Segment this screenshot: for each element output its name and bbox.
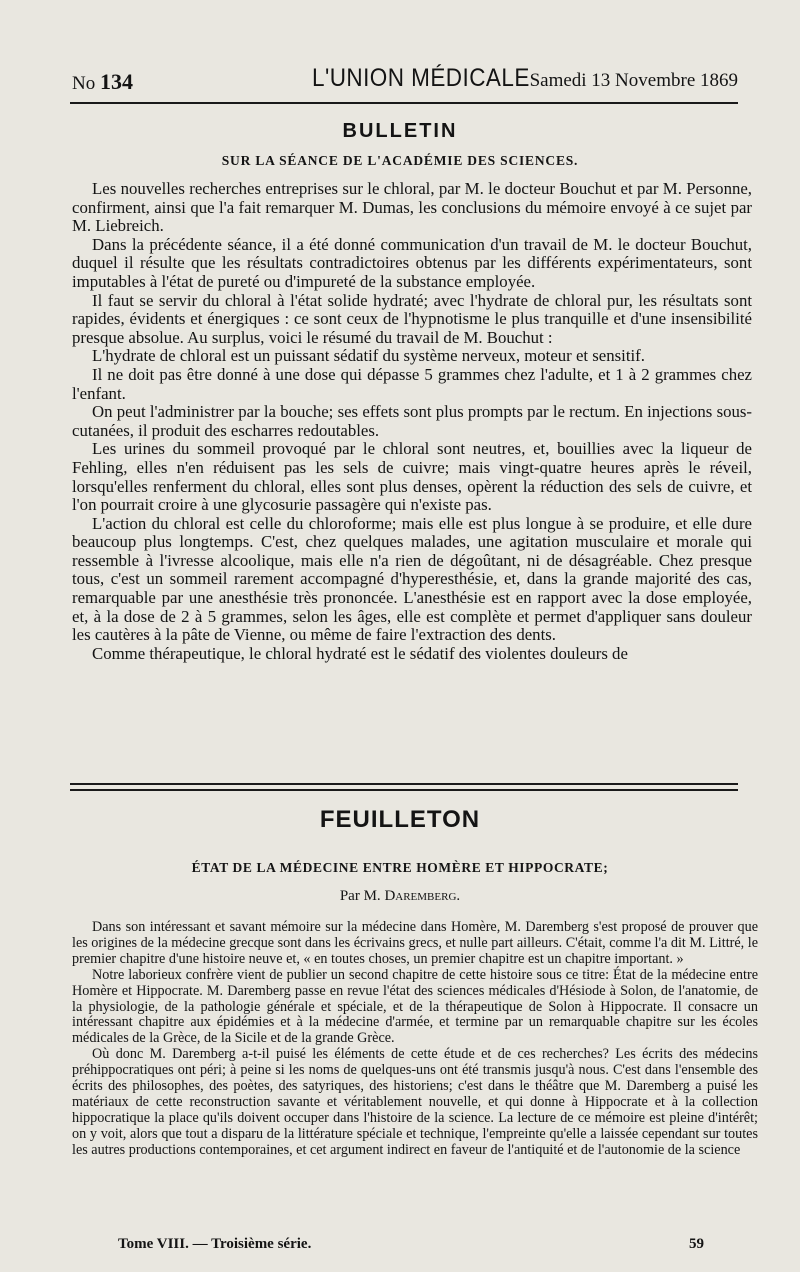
feuilleton-subtitle: ÉTAT DE LA MÉDECINE ENTRE HOMÈRE ET HIPPOCRATE; — [191, 860, 609, 875]
author-name: Daremberg. — [384, 888, 461, 904]
feuilleton-paragraph: Où donc M. Daremberg a-t-il puisé les éléments de cette étude et de ces recherches? Les écrits des médecins préhippocratiques ont péri; à peine si les noms de quelques-uns ont été transmis jusqu'à nous. C'est dans l'ensemble des écrits des philosophes, des poètes, des satyriques, des historiens; c'est dans le théâtre que M. Daremberg a puisé les matériaux de cette reconstruction savante et véritablement nouvelle, et qui donne à Hippocrate et à la collection hippocratique la place qu'ils doivent occuper dans l'histoire de la science. La lecture de ce mémoire est pleine d'intérêt; on y voit, alors que tout a disparu de la littérature spéciale et technique, l'empreinte qu'elle a laissée cependant sur toutes les autres productions contemporaines, et cet argument indirect en faveur de l'antiquité et de l'autonomie de la science — [72, 1046, 758, 1158]
section-rule-top — [70, 783, 738, 785]
page-header — [72, 64, 738, 98]
bulletin-subtitle: SUR LA SÉANCE DE L'ACADÉMIE DES SCIENCES. — [221, 153, 579, 168]
bulletin-paragraph: Les nouvelles recherches entreprises sur le chloral, par M. le docteur Bouchut et par M. Personne, confirment, ainsi que l'a fait remarquer M. Dumas, les conclusions du mémoire envoyé à ce sujet par M. Liebreich. — [72, 179, 752, 236]
bulletin-paragraph: Comme thérapeutique, le chloral hydraté est le sédatif des violentes douleurs de — [92, 643, 628, 663]
feuilleton-body — [72, 920, 758, 1159]
section-rule-bottom — [70, 789, 738, 791]
feuilleton-title: FEUILLETON — [319, 806, 481, 833]
bulletin-paragraph: L'hydrate de chloral est un puissant sédatif du système nerveux, moteur et sensitif. — [92, 346, 645, 366]
bulletin-body — [72, 180, 752, 663]
bulletin-paragraph: Il faut se servir du chloral à l'état solide hydraté; avec l'hydrate de chloral pur, les résultats sont rapides, évidents et énergiques : ce sont ceux de l'hypnotisme le plus tranquille et d'une insensibilité presque absolue. Au surplus, voici le résumé du travail de M. Bouchut : — [72, 290, 752, 347]
author-prefix: Par M. — [339, 888, 381, 904]
page-number: 59 — [689, 1236, 704, 1252]
feuilleton-paragraph: Dans son intéressant et savant mémoire sur la médecine dans Homère, M. Daremberg s'est proposé de prouver que les origines de la médecine grecque sont dans les écrivains grecs, et nulle part ailleurs. C'était, comme l'a dit M. Littré, le premier chapitre d'une histoire neuve et, « en toutes choses, un premier chapitre est un chapitre important. » — [72, 919, 758, 967]
journal-title: L'UNION MÉDICALE — [312, 64, 530, 92]
issue-number: No 134 — [72, 69, 133, 94]
bulletin-paragraph: On peut l'administrer par la bouche; ses effets sont plus prompts par le rectum. En injections sous-cutanées, il produit des escharres redoutables. — [72, 402, 752, 440]
issue-date: Samedi 13 Novembre 1869 — [529, 70, 738, 91]
page-footer — [118, 1236, 704, 1253]
volume-label: Tome VIII. — Troisième série. — [118, 1236, 312, 1252]
bulletin-paragraph: L'action du chloral est celle du chloroforme; mais elle est plus longue à se produire, et elle dure beaucoup plus longtemps. C'est, chez quelques malades, une agitation musculaire et morale qui ressemble à l'ivresse alcoolique, mais elle n'a rien de dégoûtant, ni de désagréable. Chez presque tous, c'est un sommeil rarement accompagné d'hyperesthésie, et, dans la grande majorité des cas, remarquable par une anesthésie très prononcée. L'anesthésie est en rapport avec la dose employée, et, à la dose de 2 à 5 grammes, selon les âges, elle est complète et permet d'appliquer sans douleur les cautères à la pâte de Vienne, ou même de faire l'extraction des dents. — [72, 513, 752, 645]
feuilleton-paragraph: Notre laborieux confrère vient de publier un second chapitre de cette histoire sous ce titre: État de la médecine entre Homère et Hippocrate. M. Daremberg passe en revue l'état des sciences médicales d'Hésiode à Solon, de l'anatomie, de la physiologie, de la pathologie générale et spéciale, et de la thérapeutique de Solon à Hippocrate. Il consacre un intéressant chapitre aux épidémies et à la médecine d'armée, et termine par un remarquable chapitre sur les écoles médicales de la Grèce, de la Sicile et de la grande Grèce. — [72, 966, 758, 1047]
bulletin-paragraph: Il ne doit pas être donné à une dose qui dépasse 5 grammes chez l'adulte, et 1 à 2 grammes chez l'enfant. — [72, 364, 752, 403]
header-rule — [70, 102, 738, 104]
bulletin-paragraph: Les urines du sommeil provoqué par le chloral sont neutres, et, bouillies avec la liqueur de Fehling, elles n'en réduisent pas les sels de cuivre; mais vingt-quatre heures après le réveil, lorsqu'elles renferment du chloral, elles sont plus denses, opèrent la réduction des sels de cuivre, et l'on pourrait croire à une glycosurie passagère qui n'existe pas. — [72, 439, 752, 515]
feuilleton-author — [0, 888, 800, 905]
bulletin-paragraph: Dans la précédente séance, il a été donné communication d'un travail de M. le docteur Bouchut, duquel il résulte que les résultats contradictoires obtenus par les différents expérimentateurs, sont imputables à l'état de pureté ou d'impureté de la substance employée. — [72, 234, 752, 291]
bulletin-title: BULLETIN — [342, 120, 458, 142]
